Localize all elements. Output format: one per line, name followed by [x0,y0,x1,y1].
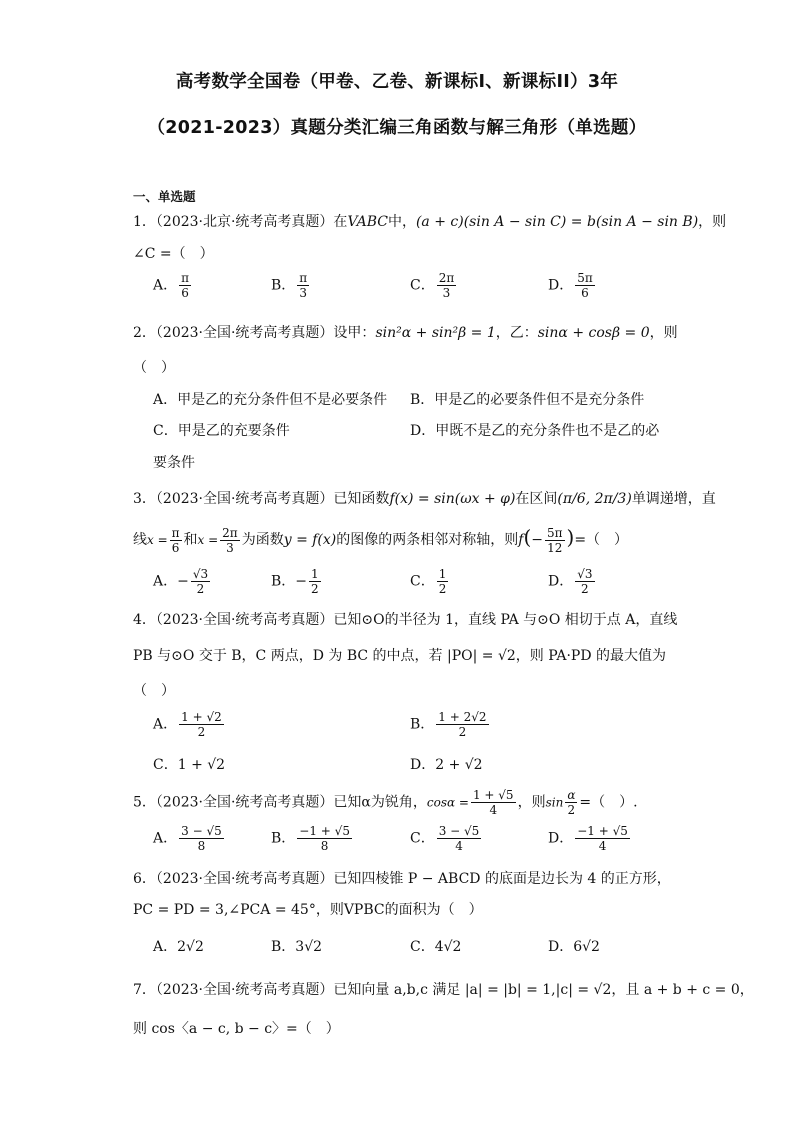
q1-option-a[interactable]: A． $\frac{\pi}{6}$ [153,271,190,300]
q3-stem-line2: 线x = $\frac{\pi}{6}$ 和x = $\frac{2\pi}{3}$ 为函数y = f(x)的图像的两条相邻对称轴，则f(− $\frac{5\pi}{12}$ )=（ ） [133,525,629,555]
q3-option-d[interactable]: D． $\frac{√3}{2}$ [548,567,593,596]
q2-option-d[interactable]: D．甲既不是乙的充分条件也不是乙的必 [410,423,660,439]
q6-option-a[interactable]: A．2√2 [153,939,204,955]
q7-stem-line2: 则 cos〈a − c, b − c〉=（ ） [133,1021,340,1037]
q2-option-a[interactable]: A．甲是乙的充分条件但不是必要条件 [153,392,388,408]
q4-option-b[interactable]: B． $\frac{1 + 2√2}{2}$ [410,710,487,739]
q2-option-b[interactable]: B．甲是乙的必要条件但不是充分条件 [410,392,645,408]
q1-stem-line2: ∠C =（ ） [133,246,214,262]
q4-option-a[interactable]: A． $\frac{1 + √2}{2}$ [153,710,222,739]
section-heading: 一、单选题 [133,189,196,204]
q6-option-d[interactable]: D．6√2 [548,939,600,955]
q5-option-c[interactable]: C． $\frac{3 - √5}{4}$ [410,824,480,853]
q6-stem: 6．（2023·全国·统考高考真题）已知四棱锥 P − ABCD 的底面是边长为 4 的正方形， [133,871,671,887]
q5-option-b[interactable]: B． $\frac{-1 + √5}{8}$ [271,824,350,853]
q3-option-b[interactable]: B．− $\frac{1}{2}$ [271,567,319,596]
q4-option-d[interactable]: D．2 + √2 [410,757,483,773]
q5-option-d[interactable]: D． $\frac{-1 + √5}{4}$ [548,824,628,853]
q5-stem: 5．（2023·全国·统考高考真题）已知α为锐角，cosα = $\frac{1 + √5}{4}$ ，则sin $\frac{\alpha}{2}$ =（ ）. [133,788,638,817]
q6-stem-line2: PC = PD = 3,∠PCA = 45°，则VPBC的面积为（ ） [133,902,483,918]
q4-option-c[interactable]: C．1 + √2 [153,757,226,773]
q2-stem: 2．（2023·全国·统考高考真题）设甲：sin²α + sin²β = 1，乙：sinα + cosβ = 0，则 [133,325,678,341]
q3-option-c[interactable]: C． $\frac{1}{2}$ [410,567,447,596]
q2-option-d-cont: 要条件 [153,455,195,471]
q1-stem: 1．（2023·北京·统考高考真题）在VABC中，(a + c)(sin A − sin C) = b(sin A − sin B)，则 [133,214,727,230]
q1-option-d[interactable]: D． $\frac{5\pi}{6}$ [548,271,593,300]
q4-stem: 4．（2023·全国·统考高考真题）已知⊙O的半径为 1，直线 PA 与⊙O 相切于点 A，直线 [133,612,678,628]
q5-option-a[interactable]: A． $\frac{3 - √5}{8}$ [153,824,222,853]
doc-title-line-2: （2021-2023）真题分类汇编三角函数与解三角形（单选题） [147,118,647,138]
q3-option-a[interactable]: A．− $\frac{√3}{2}$ [153,567,209,596]
q3-stem: 3．（2023·全国·统考高考真题）已知函数f(x) = sin(ωx + φ)在区间(π/6, 2π/3)单调递增，直 [133,491,716,507]
q7-stem: 7．（2023·全国·统考高考真题）已知向量 a,b,c 满足 |a| = |b| = 1,|c| = √2，且 a + b + c = 0， [133,982,754,998]
q4-stem-line3: （ ） [133,683,175,699]
q1-option-c[interactable]: C． $\frac{2\pi}{3}$ [410,271,455,300]
q6-option-b[interactable]: B．3√2 [271,939,323,955]
q2-option-c[interactable]: C．甲是乙的充要条件 [153,423,290,439]
q4-stem-line2: PB 与⊙O 交于 B，C 两点，D 为 BC 的中点，若 |PO| = √2，则 PA·PD 的最大值为 [133,648,667,664]
doc-title-line-1: 高考数学全国卷（甲卷、乙卷、新课标I、新课标II）3年 [175,72,619,92]
q2-stem-line2: （ ） [133,360,175,376]
q1-option-b[interactable]: B． $\frac{\pi}{3}$ [271,271,308,300]
q6-option-c[interactable]: C．4√2 [410,939,462,955]
